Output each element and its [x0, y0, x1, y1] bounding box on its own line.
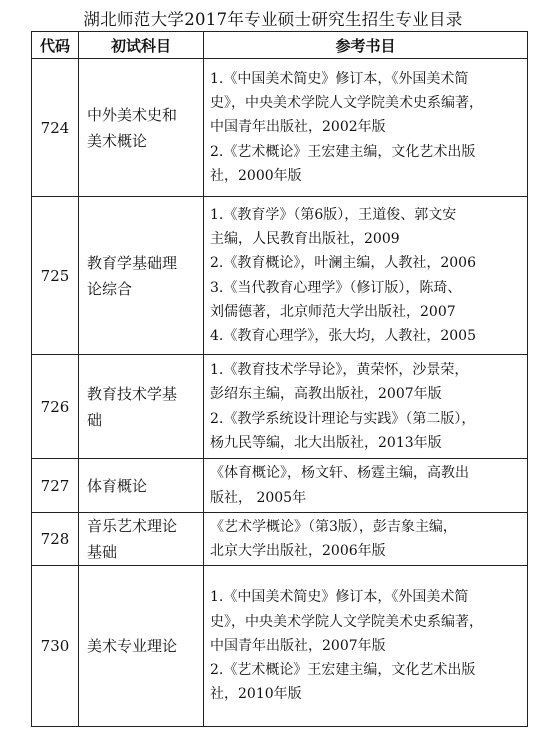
book-line: 《艺术学概论》（第3版），彭吉象主编， — [210, 518, 457, 535]
subject-line: 美术专业理论 — [87, 637, 178, 655]
row-subject — [79, 355, 204, 459]
table-row — [32, 59, 528, 197]
row-subject — [79, 197, 204, 355]
header-books: 参考书目 — [204, 32, 528, 59]
row-subject — [79, 459, 204, 513]
page-title: 湖北师范大学2017年专业硕士研究生招生专业目录 — [83, 10, 463, 29]
row-books — [204, 355, 528, 459]
subject-line: 体育概论 — [87, 476, 148, 495]
row-books — [204, 566, 528, 727]
book-line: 2.《教学系统设计理论与实践》（第二版）， — [210, 410, 476, 427]
row-books — [204, 513, 528, 566]
book-line: 1.《教育技术学导论》，黄荣怀，沙景荣， — [210, 362, 469, 379]
row-books — [204, 197, 528, 355]
book-line: 史》，中央美术学院人文学院美术史系编著， — [210, 613, 483, 630]
row-code: 725 — [32, 197, 79, 355]
book-line: 社，2010年版 — [210, 686, 302, 703]
subject-line: 础 — [87, 410, 103, 429]
program-table — [31, 31, 528, 727]
row-code: 726 — [32, 355, 79, 459]
book-line: 杨九民等编，北大出版社，2013年版 — [210, 434, 442, 451]
subject-line: 教育技术学基 — [87, 384, 178, 403]
subject-line: 论综合 — [87, 279, 133, 298]
row-code: 724 — [32, 59, 79, 197]
header-subject: 初试科目 — [79, 32, 204, 59]
book-line: 《体育概论》，杨文轩、杨霆主编，高教出 — [210, 465, 469, 482]
header-code: 代码 — [32, 32, 79, 59]
book-line: 社，2000年版 — [210, 167, 302, 184]
book-line: 史》，中央美术学院人文学院美术史系编著， — [210, 95, 483, 112]
book-line: 2.《艺术概论》王宏建主编，文化艺术出版 — [210, 662, 476, 679]
subject-line: 中外美术史和 — [87, 105, 178, 124]
table-header-row — [32, 32, 528, 59]
row-books — [204, 459, 528, 513]
subject-line: 基础 — [87, 543, 118, 561]
row-subject — [79, 513, 204, 566]
subject-line: 教育学基础理 — [87, 253, 178, 272]
book-line: 中国青年出版社，2007年版 — [210, 637, 386, 654]
book-line: 2.《教育概论》，叶澜主编，人教社，2006 — [210, 255, 476, 272]
row-code: 730 — [32, 566, 79, 727]
book-line: 1.《中国美术简史》修订本，《外国美术简 — [210, 589, 469, 606]
book-line: 4.《教育心理学》，张大均，人教社，2005 — [210, 327, 476, 344]
subject-line: 美术概论 — [87, 131, 148, 150]
row-code: 727 — [32, 459, 79, 513]
table-row — [32, 566, 528, 727]
book-line: 主编，人民教育出版社，2009 — [210, 231, 400, 248]
table-body — [32, 59, 528, 727]
book-line: 版社， 2005年 — [210, 489, 307, 506]
book-line: 1.《教育学》（第6版），王道俊、郭文安 — [210, 206, 457, 223]
book-line: 北京大学出版社，2006年版 — [210, 543, 386, 559]
row-subject — [79, 566, 204, 727]
book-line: 彭绍东主编，高教出版社，2007年版 — [210, 386, 442, 403]
subject-line: 音乐艺术理论 — [87, 517, 178, 535]
table-row — [32, 355, 528, 459]
table-row — [32, 197, 528, 355]
row-code: 728 — [32, 513, 79, 566]
row-books — [204, 59, 528, 197]
book-line: 中国青年出版社，2002年版 — [210, 119, 386, 136]
book-line: 2.《艺术概论》王宏建主编，文化艺术出版 — [210, 143, 476, 160]
book-line: 刘儒德著，北京师范大学出版社，2007 — [210, 303, 456, 320]
table-row — [32, 459, 528, 513]
row-subject — [79, 59, 204, 197]
book-line: 3.《当代教育心理学》（修订版），陈琦、 — [210, 279, 462, 296]
book-line: 1.《中国美术简史》修订本，《外国美术简 — [210, 70, 469, 87]
table-row — [32, 513, 528, 566]
